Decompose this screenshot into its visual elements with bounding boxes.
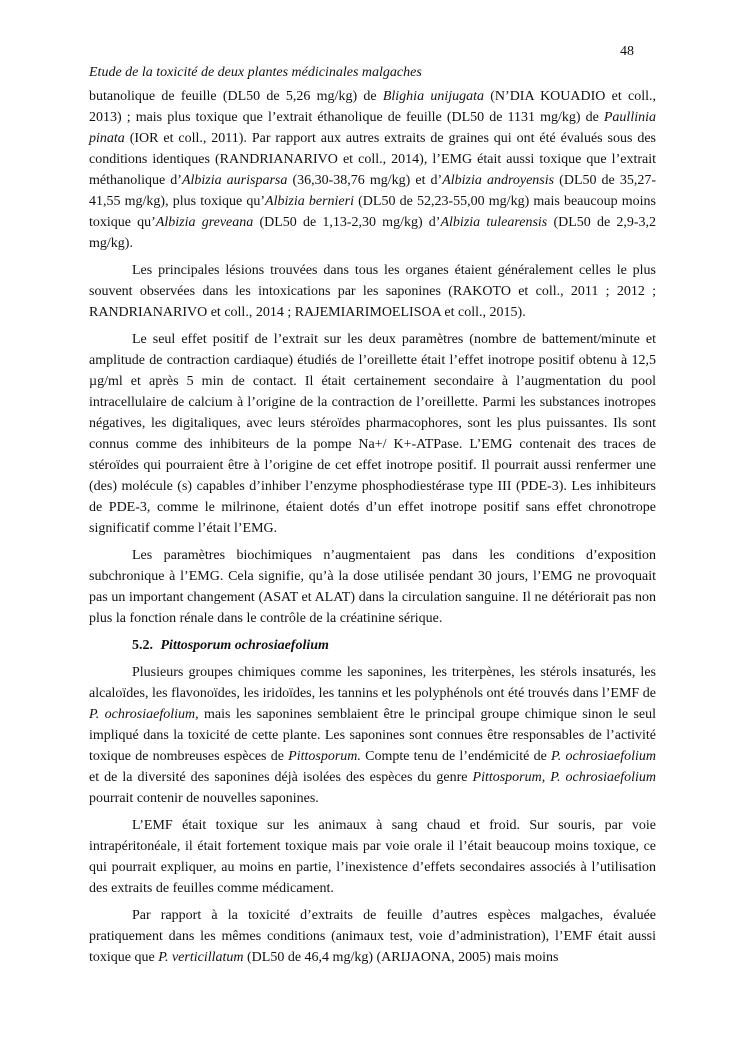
text-run: (DL50 de 52,23-55,00 mg/kg) mais beaucoup moins toxique qu’ <box>89 194 657 230</box>
text-run: Compte tenu de l’endémicité de <box>360 749 552 764</box>
section-heading <box>89 635 656 656</box>
species-name: Albizia bernieri <box>265 194 354 209</box>
text-run: Plusieurs groupes chimiques comme les saponines, les triterpènes, les stérols insaturés, les alcaloïdes, les flavonoïdes, les iridoïdes, les tannins et les polyphénols ont été trouvés dans l’EMF de <box>89 665 656 701</box>
species-name: Pittosporum <box>472 770 542 785</box>
paragraph-5 <box>89 662 656 809</box>
text-run: , mais les saponines semblaient être le principal groupe chimique sinon le seul impliqué dans la toxicité de cette plante. Les saponines sont connues être responsables de l’activité toxique de nombreuses espèces de <box>89 707 656 764</box>
body-text <box>89 86 656 974</box>
species-name: Albizia androyensis <box>442 173 555 188</box>
text-run: pourrait contenir de nouvelles saponines. <box>89 791 319 806</box>
paragraph-3: Le seul effet positif de l’extrait sur les deux paramètres (nombre de battement/minute et amplitude de contraction cardiaque) étudiés de l’oreillette était l’effet inotrope positif obtenu à 12,5 µg/ml et après 5 min de contact. Il était certainement secondaire à l’augmentation du pool intracellulaire de calcium à l’origine de la contraction de l’oreillette. Parmi les substances inotropes négatives, les digitaliques, avec leurs stéroïdes pharmacophores, sont les plus puissantes. Ils sont connus comme des inhibiteurs de la pompe Na+/ K+-ATPase. L’EMG contenait des traces de stéroïdes qui pourraient être à l’origine de cet effet inotrope positif. Il pourrait aussi renfermer une (des) molécule (s) capables d’inhiber l’enzyme phosphodiestérase type III (PDE-3). Les inhibiteurs de PDE-3, comme le milrinone, étaient dotés d’un effet inotrope positif sans effet chronotrope significatif comme l’était l’EMG. <box>89 332 656 536</box>
text-run: (36,30-38,76 mg/kg) et d’ <box>287 173 443 188</box>
species-name: Albizia aurisparsa <box>181 173 288 188</box>
species-name: Albizia tulearensis <box>440 215 548 230</box>
paragraph-7 <box>89 905 656 968</box>
species-name: Paullinia pinata <box>89 110 656 146</box>
text-run: , <box>541 770 551 785</box>
paragraph-1 <box>89 86 656 254</box>
species-name: Pittosporum. <box>288 749 361 764</box>
text-run: (DL50 de 2,9-3,2 mg/kg). <box>89 215 657 251</box>
section-number: 5.2. <box>132 638 153 653</box>
text-run: (IOR et coll., 2011). Par rapport aux autres extraits de graines qui ont été évalués sous des conditions identiques (RANDRIANARIVO et coll., 2014), l’EMG était aussi toxique que l’extrait méthanolique d’ <box>89 131 656 188</box>
text-run: et de la diversité des saponines déjà isolées des espèces du genre <box>89 770 473 785</box>
page-number: 48 <box>620 44 634 59</box>
running-header: Etude de la toxicité de deux plantes médicinales malgaches <box>89 65 422 80</box>
paragraph-6: L’EMF était toxique sur les animaux à sang chaud et froid. Sur souris, par voie intrapéritonéale, il était fortement toxique mais par voie orale il l’était beaucoup moins toxique, ce qui pourrait expliquer, au moins en partie, l’inexistence d’effets secondaires associés à l’utilisation des extraits de feuilles comme médicament. <box>89 818 656 896</box>
section-title: Pittosporum ochrosiaefolium <box>160 638 329 653</box>
text-run: (DL50 de 46,4 mg/kg) (ARIJAONA, 2005) mais moins <box>243 950 559 965</box>
species-name: P. ochrosiaefolium <box>89 707 196 722</box>
text-run: (N’DIA KOUADIO et coll., 2013) ; mais plus toxique que l’extrait éthanolique de feuille (DL50 de 1131 mg/kg) de <box>89 89 657 125</box>
species-name: P. ochrosiaefolium <box>550 770 656 785</box>
species-name: P. verticillatum <box>158 950 244 965</box>
paragraph-2: Les principales lésions trouvées dans tous les organes étaient généralement celles le plus souvent observées dans les intoxications par les saponines (RAKOTO et coll., 2011 ; 2012 ; RANDRIANARIVO et coll., 2014 ; RAJEMIARIMOELISOA et coll., 2015). <box>89 263 656 320</box>
species-name: P. ochrosiaefolium <box>551 749 656 764</box>
species-name: Blighia unijugata <box>382 89 484 104</box>
paragraph-4: Les paramètres biochimiques n’augmentaient pas dans les conditions d’exposition subchronique à l’EMG. Cela signifie, qu’à la dose utilisée pendant 30 jours, l’EMG ne provoquait pas un important changement (ASAT et ALAT) dans la circulation sanguine. Il ne détériorait pas non plus la fonction rénale dans le contrôle de la créatinine sérique. <box>89 548 656 626</box>
text-run: (DL50 de 35,27-41,55 mg/kg), plus toxique qu’ <box>89 173 657 209</box>
text-run: butanolique de feuille (DL50 de 5,26 mg/kg) de <box>89 89 383 104</box>
text-run: (DL50 de 1,13-2,30 mg/kg) d’ <box>253 215 441 230</box>
text-run: Par rapport à la toxicité d’extraits de feuille d’autres espèces malgaches, évaluée pratiquement dans les mêmes conditions (animaux test, voie d’administration), l’EMF était aussi toxique que <box>89 908 656 965</box>
species-name: Albizia greveana <box>155 215 254 230</box>
